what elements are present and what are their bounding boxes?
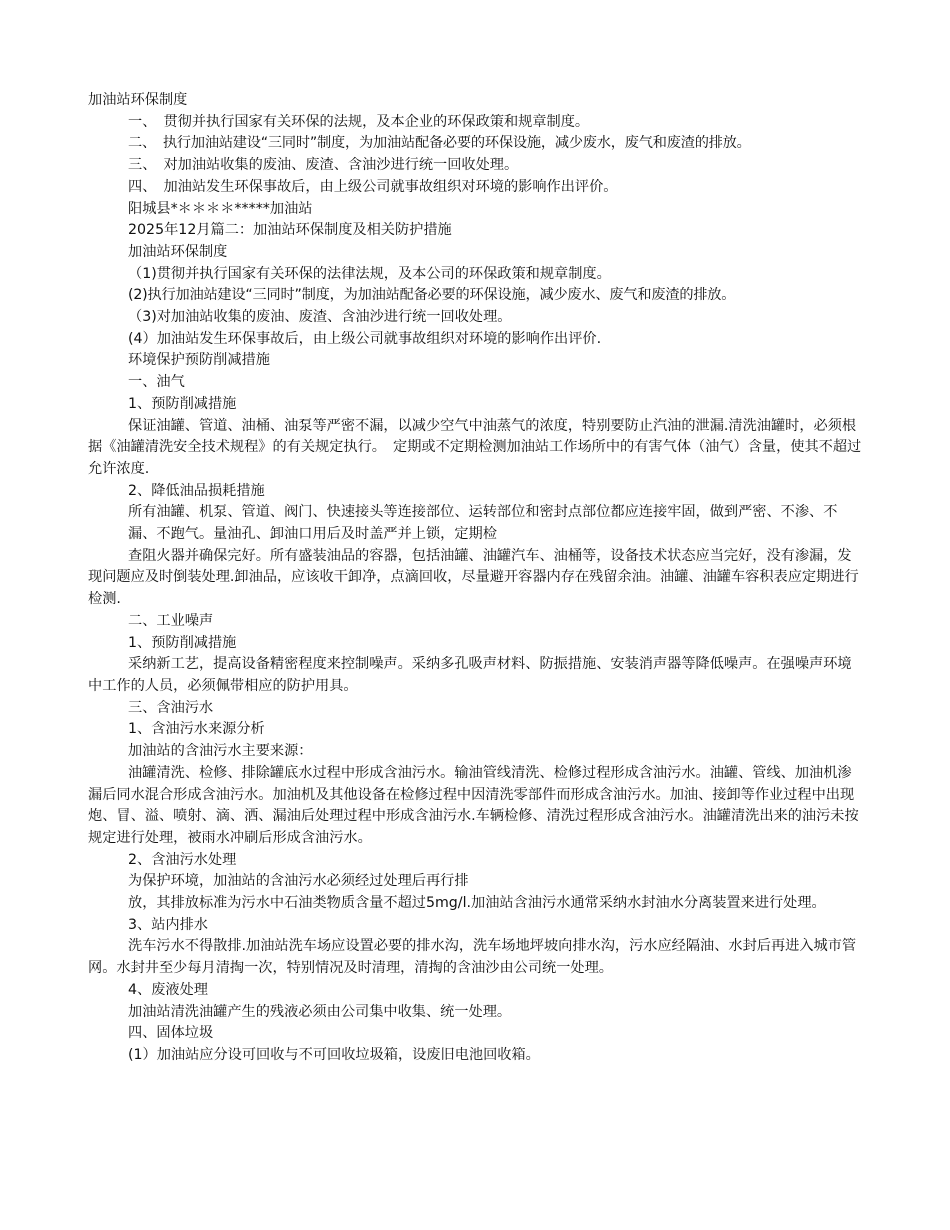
list-item: （1)贯彻并执行国家有关环保的法律法规，及本公司的环保政策和规章制度。 [128, 265, 611, 282]
list-item: （3)对加油站收集的废油、废渣、含油沙进行统一回收处理。 [128, 309, 512, 326]
heading: 二、工业噪声 [128, 612, 214, 629]
subheading: 1、预防削减措施 [128, 395, 237, 412]
heading: 一、油气 [128, 374, 185, 391]
paragraph: 放，其排放标准为污水中石油类物质含量不超过5mg/l.加油站含油污水通常采纳水封油水分离装置来进行处理。 [128, 895, 826, 912]
list-item: 三、 对加油站收集的废油、废渣、含油沙进行统一回收处理。 [128, 157, 519, 174]
paragraph: 采纳新工艺，提高设备精密程度来控制噪声。采纳多孔吸声材料、防振措施、安装消声器等降低噪声。在强噪声环境中工作的人员，必须佩带相应的防护用具。 [88, 656, 852, 694]
subheading: 1、含油污水来源分析 [128, 721, 265, 738]
station-name: 阳城县*＊＊＊＊*****加油站 [128, 200, 313, 217]
section-title: 加油站环保制度 [128, 243, 228, 260]
paragraph: 漏、不跑气。量油孔、卸油口用后及时盖严并上锁，定期检 [128, 526, 497, 543]
heading: 三、含油污水 [128, 699, 214, 716]
paragraph: 加油站清洗油罐产生的残液必须由公司集中收集、统一处理。 [128, 1003, 512, 1020]
subheading: 2、降低油品损耗措施 [128, 482, 265, 499]
paragraph: 查阻火器并确保完好。所有盛装油品的容器，包括油罐、油罐汽车、油桶等，设备技术状态应当完好，没有渗漏，发现问题应及时倒装处理.卸油品，应该收干卸净，点滴回收，尽量避开容器内存在残留余油。油罐、油罐车容积表应定期进行检测. [88, 547, 859, 608]
paragraph: 洗车污水不得散排.加油站洗车场应设置必要的排水沟，洗车场地坪坡向排水沟，污水应经隔油、水封后再进入城市管网。水封井至少每月清掏一次，特别情况及时清理，清掏的含油沙由公司统一处理。 [88, 938, 857, 977]
paragraph: 保证油罐、管道、油桶、油泵等严密不漏，以减少空气中油蒸气的浓度，特别要防止汽油的泄漏.清洗油罐时，必须根据《油罐清洗安全技术规程》的有关规定执行。 定期或不定期检测加油站工作场所中的有害气体（油气）含量，使其不超过允许浓度. [88, 417, 862, 477]
date-line: 2025年12月篇二：加油站环保制度及相关防护措施 [128, 222, 452, 239]
list-item: 一、 贯彻并执行国家有关环保的法规，及本企业的环保政策和规章制度。 [128, 113, 590, 130]
list-item: (4）加油站发生环保事故后，由上级公司就事故组织对环境的影响作出评价. [128, 330, 602, 347]
heading: 四、固体垃圾 [128, 1025, 214, 1042]
subheading: 2、含油污水处理 [128, 851, 237, 868]
list-item: 二、 执行加油站建设“三同时”制度，为加油站配备必要的环保设施，减少废水，废气和废渣的排放。 [128, 135, 751, 152]
doc-title: 加油站环保制度 [88, 92, 188, 108]
list-item: (1）加油站应分设可回收与不可回收垃圾箱，设废旧电池回收箱。 [128, 1046, 540, 1063]
list-item: 四、 加油站发生环保事故后，由上级公司就事故组织对环境的影响作出评价。 [128, 178, 618, 195]
document-page [88, 90, 863, 1067]
paragraph: 为保护环境，加油站的含油污水必须经过处理后再行排 [128, 873, 469, 890]
subheading: 4、废液处理 [128, 981, 208, 998]
subheading: 3、站内排水 [128, 916, 208, 933]
list-item: (2)执行加油站建设“三同时”制度，为加油站配备必要的环保设施，减少废水、废气和废渣的排放。 [128, 287, 736, 304]
section-title: 环境保护预防削减措施 [128, 352, 270, 369]
subheading: 1、预防削减措施 [128, 634, 237, 651]
paragraph: 加油站的含油污水主要来源： [128, 743, 313, 760]
paragraph: 油罐清洗、检修、排除罐底水过程中形成含油污水。输油管线清洗、检修过程形成含油污水。油罐、管线、加油机渗漏后同水混合形成含油污水。加油机及其他设备在检修过程中因清洗零部件而形成含油污水。加油、接卸等作业过程中出现炮、冒、溢、喷射、滴、洒、漏油后处理过程中形成含油污水.车辆检修、清洗过程形成含油污水。油罐清洗出来的油污未按规定进行处理，被雨水冲刷后形成含油污水。 [88, 764, 859, 846]
paragraph: 所有油罐、机泵、管道、阀门、快速接头等连接部位、运转部位和密封点部位都应连接牢固，做到严密、不渗、不 [128, 504, 838, 521]
